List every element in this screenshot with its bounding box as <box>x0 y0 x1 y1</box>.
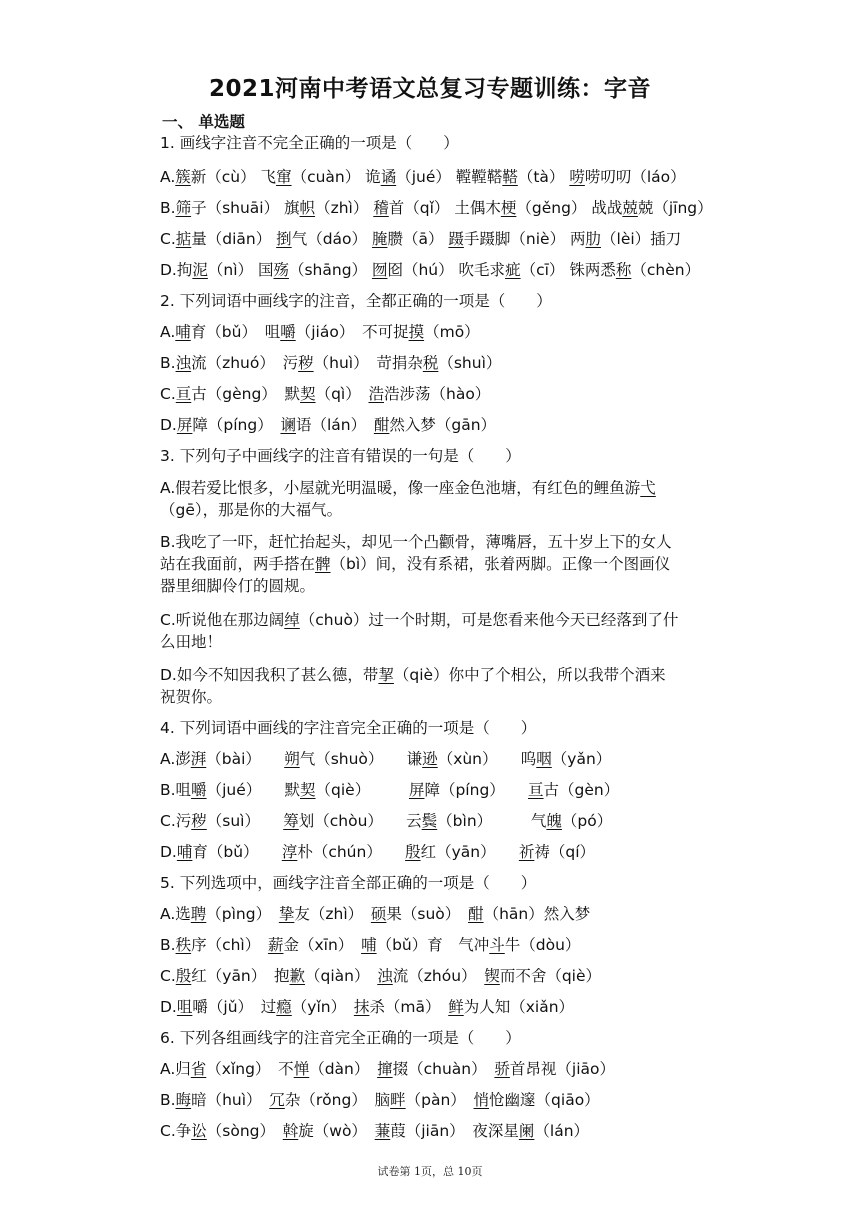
underlined-char: 哺 <box>175 323 191 341</box>
text-line: B.秩序（chì） 薪金（xīn） 哺（bǔ）育 气冲斗牛（dòu） <box>160 936 581 954</box>
text-line: 5. 下列选项中，画线字注音全部正确的一项是（ ） <box>160 874 537 892</box>
page-footer: 试卷第 1页，总 10页 <box>377 1165 483 1178</box>
underlined-char: 魄 <box>546 812 562 830</box>
underlined-char: 聘 <box>190 905 207 923</box>
underlined-char: 筛 <box>175 199 192 217</box>
underlined-char: 囫 <box>371 261 388 279</box>
underlined-char: 阑 <box>518 1122 535 1140</box>
underlined-char: 唠 <box>569 168 585 186</box>
underlined-char: 屏 <box>408 781 425 799</box>
text-line: 2. 下列词语中画线字的注音，全都正确的一项是（ ） <box>160 292 552 310</box>
text-line: B.咀嚼（jué） 默契（qiè） 屏障（píng） 亘古（gèn） <box>160 781 620 799</box>
underlined-char: 弋 <box>640 479 656 497</box>
text-line: A.归省（xǐng） 不惮（dàn） 撺掇（chuàn） 骄首昂视（jiāo） <box>160 1060 616 1078</box>
text-line: 么田地！ <box>160 633 223 651</box>
underlined-char: 窜 <box>276 168 292 186</box>
text-line: 6. 下列各组画线字的注音完全正确的一项是（ ） <box>160 1029 521 1047</box>
underlined-char: 蒹 <box>374 1122 391 1140</box>
document-title: 2021河南中考语文总复习专题训练：字音 <box>208 76 651 102</box>
underlined-char: 酣 <box>468 905 484 923</box>
underlined-char: 屏 <box>176 416 193 434</box>
underlined-char: 撺 <box>377 1060 393 1078</box>
underlined-char: 斗 <box>489 936 505 954</box>
text-line: 3. 下列句子中画线字的注音有错误的一句是（ ） <box>160 447 521 465</box>
underlined-char: 讼 <box>191 1122 207 1140</box>
text-line: 祝贺你。 <box>160 688 223 706</box>
text-line: C.殷红（yān） 抱歉（qiàn） 浊流（zhóu） 锲而不舍（qiè） <box>160 967 601 985</box>
underlined-char: 咽 <box>536 750 552 768</box>
underlined-char: 稽 <box>373 199 389 217</box>
underlined-char: 捯 <box>276 230 292 248</box>
text-line: 站在我面前，两手搭在髀（bì）间，没有系裙，张着两脚。正像一个图画仪 <box>160 555 671 573</box>
underlined-char: 梗 <box>500 199 517 217</box>
text-line: D.屏障（píng） 谰语（lán） 酣然入梦（gān） <box>160 416 497 434</box>
text-line: C.掂量（diān） 捯气（dáo） 腌臜（ā） 蹑手蹑脚（niè） 两肋（lèi）插刀 <box>160 230 682 248</box>
underlined-char: 逊 <box>422 750 438 768</box>
underlined-char: 鬓 <box>421 812 438 830</box>
underlined-char: 浊 <box>175 354 192 372</box>
underlined-char: 泥 <box>192 261 208 279</box>
underlined-char: 斡 <box>282 1122 299 1140</box>
underlined-char: 鞳 <box>502 168 518 186</box>
section-heading: 一、 单选题 <box>162 113 245 131</box>
underlined-char: 绰 <box>284 611 300 629</box>
underlined-char: 嚼 <box>280 323 296 341</box>
underlined-char: 亘 <box>528 781 544 799</box>
underlined-char: 歉 <box>289 967 306 985</box>
underlined-char: 悄 <box>473 1091 490 1109</box>
text-line: C.污秽（suì） 筹划（chòu） 云鬓（bìn） 气魄（pó） <box>160 812 613 830</box>
underlined-char: 薪 <box>267 936 284 954</box>
underlined-char: 骄 <box>494 1060 510 1078</box>
underlined-char: 称 <box>615 261 632 279</box>
underlined-char: 簇 <box>175 168 191 186</box>
underlined-char: 契 <box>300 385 316 403</box>
underlined-char: 肋 <box>585 230 602 248</box>
text-line: B.浊流（zhuó） 污秽（huì） 苛捐杂税（shuì） <box>160 354 502 372</box>
text-line: D.拘泥（nì） 国殇（shāng） 囫囵（hú） 吹毛求疵（cī） 铢两悉称（chèn） <box>160 261 701 279</box>
text-line: B.晦暗（huì） 冗杂（rǒng） 脑畔（pàn） 悄怆幽邃（qiāo） <box>160 1091 600 1109</box>
underlined-char: 浩 <box>368 385 384 403</box>
underlined-char: 晦 <box>175 1091 192 1109</box>
text-line: C.争讼（sòng） 斡旋（wò） 蒹葭（jiān） 夜深星阑（lán） <box>160 1122 590 1140</box>
underlined-char: 湃 <box>190 750 207 768</box>
underlined-char: 殷 <box>175 967 192 985</box>
underlined-char: 锲 <box>484 967 500 985</box>
underlined-char: 税 <box>422 354 439 372</box>
underlined-char: 契 <box>300 781 316 799</box>
text-line: （gē），那是你的大福气。 <box>160 501 343 519</box>
text-line: A.哺育（bǔ） 咀嚼（jiáo） 不可捉摸（mō） <box>160 323 480 341</box>
underlined-char: 挚 <box>278 905 295 923</box>
underlined-char: 谲 <box>380 168 397 186</box>
underlined-char: 酣 <box>373 416 390 434</box>
underlined-char: 腌 <box>371 230 388 248</box>
text-line: C.亘古（gèng） 默契（qì） 浩浩涉荡（hào） <box>160 385 491 403</box>
text-line: A.澎湃（bài） 朔气（shuò） 谦逊（xùn） 呜咽（yǎn） <box>160 750 612 768</box>
underlined-char: 冗 <box>269 1091 285 1109</box>
underlined-char: 咀 <box>176 998 193 1016</box>
text-line: B.筛子（shuāi） 旗帜（zhì） 稽首（qǐ） 土偶木梗（gěng） 战战兢兢（jīng） <box>160 199 713 217</box>
underlined-char: 殷 <box>405 843 421 861</box>
text-line: B.我吃了一吓，赶忙抬起头，却见一个凸颧骨，薄嘴唇，五十岁上下的女人 <box>160 533 672 551</box>
underlined-char: 浊 <box>377 967 393 985</box>
text-line: C.听说他在那边阔绰（chuò）过一个时期，可是您看来他今天已经落到了什 <box>160 611 679 629</box>
text-line: A.簇新（cù） 飞窜（cuàn） 诡谲（jué） 鞺鞺鞳鞳（tà） 唠唠叨叨（láo） <box>160 168 686 186</box>
text-line: D.咀嚼（jǔ） 过瘾（yǐn） 抹杀（mā） 鲜为人知（xiǎn） <box>160 998 575 1016</box>
underlined-char: 祈 <box>518 843 535 861</box>
underlined-char: 嚼 <box>191 781 207 799</box>
underlined-char: 掂 <box>175 230 192 248</box>
underlined-char: 兢 <box>622 199 638 217</box>
underlined-char: 朔 <box>284 750 300 768</box>
underlined-char: 亘 <box>175 385 192 403</box>
underlined-char: 挈 <box>378 666 394 684</box>
text-line: D.如今不知因我积了甚么德，带挈（qiè）你中了个相公，所以我带个酒来 <box>160 666 666 684</box>
underlined-char: 鲜 <box>448 998 464 1016</box>
text-line: 1. 画线字注音不完全正确的一项是（ ） <box>160 134 459 152</box>
underlined-char: 哺 <box>176 843 193 861</box>
text-line: A.选聘（pìng） 挚友（zhì） 硕果（suò） 酣（hān）然入梦 <box>160 905 591 923</box>
underlined-char: 惮 <box>293 1060 310 1078</box>
underlined-char: 帜 <box>299 199 316 217</box>
underlined-char: 摸 <box>408 323 425 341</box>
underlined-char: 秽 <box>191 812 207 830</box>
underlined-char: 硕 <box>370 905 387 923</box>
underlined-char: 筹 <box>283 812 299 830</box>
underlined-char: 淳 <box>281 843 298 861</box>
underlined-char: 畔 <box>390 1091 406 1109</box>
underlined-char: 殇 <box>273 261 289 279</box>
underlined-char: 省 <box>190 1060 207 1078</box>
text-line: A.假若爱比恨多，小屋就光明温暖，像一座金色池塘，有红色的鲤鱼游弋 <box>160 479 656 497</box>
underlined-char: 瘾 <box>276 998 292 1016</box>
underlined-char: 髀 <box>315 555 331 573</box>
text-line: D.哺育（bǔ） 淳朴（chún） 殷红（yān） 祈祷（qí） <box>160 843 596 861</box>
underlined-char: 蹑 <box>448 230 464 248</box>
underlined-char: 哺 <box>361 936 377 954</box>
text-line: 器里细脚伶仃的圆规。 <box>160 577 316 595</box>
underlined-char: 谰 <box>280 416 296 434</box>
underlined-char: 秽 <box>298 354 314 372</box>
underlined-char: 秩 <box>175 936 192 954</box>
text-line: 4. 下列词语中画线的字注音完全正确的一项是（ ） <box>160 719 537 737</box>
underlined-char: 抹 <box>353 998 370 1016</box>
underlined-char: 疵 <box>505 261 521 279</box>
